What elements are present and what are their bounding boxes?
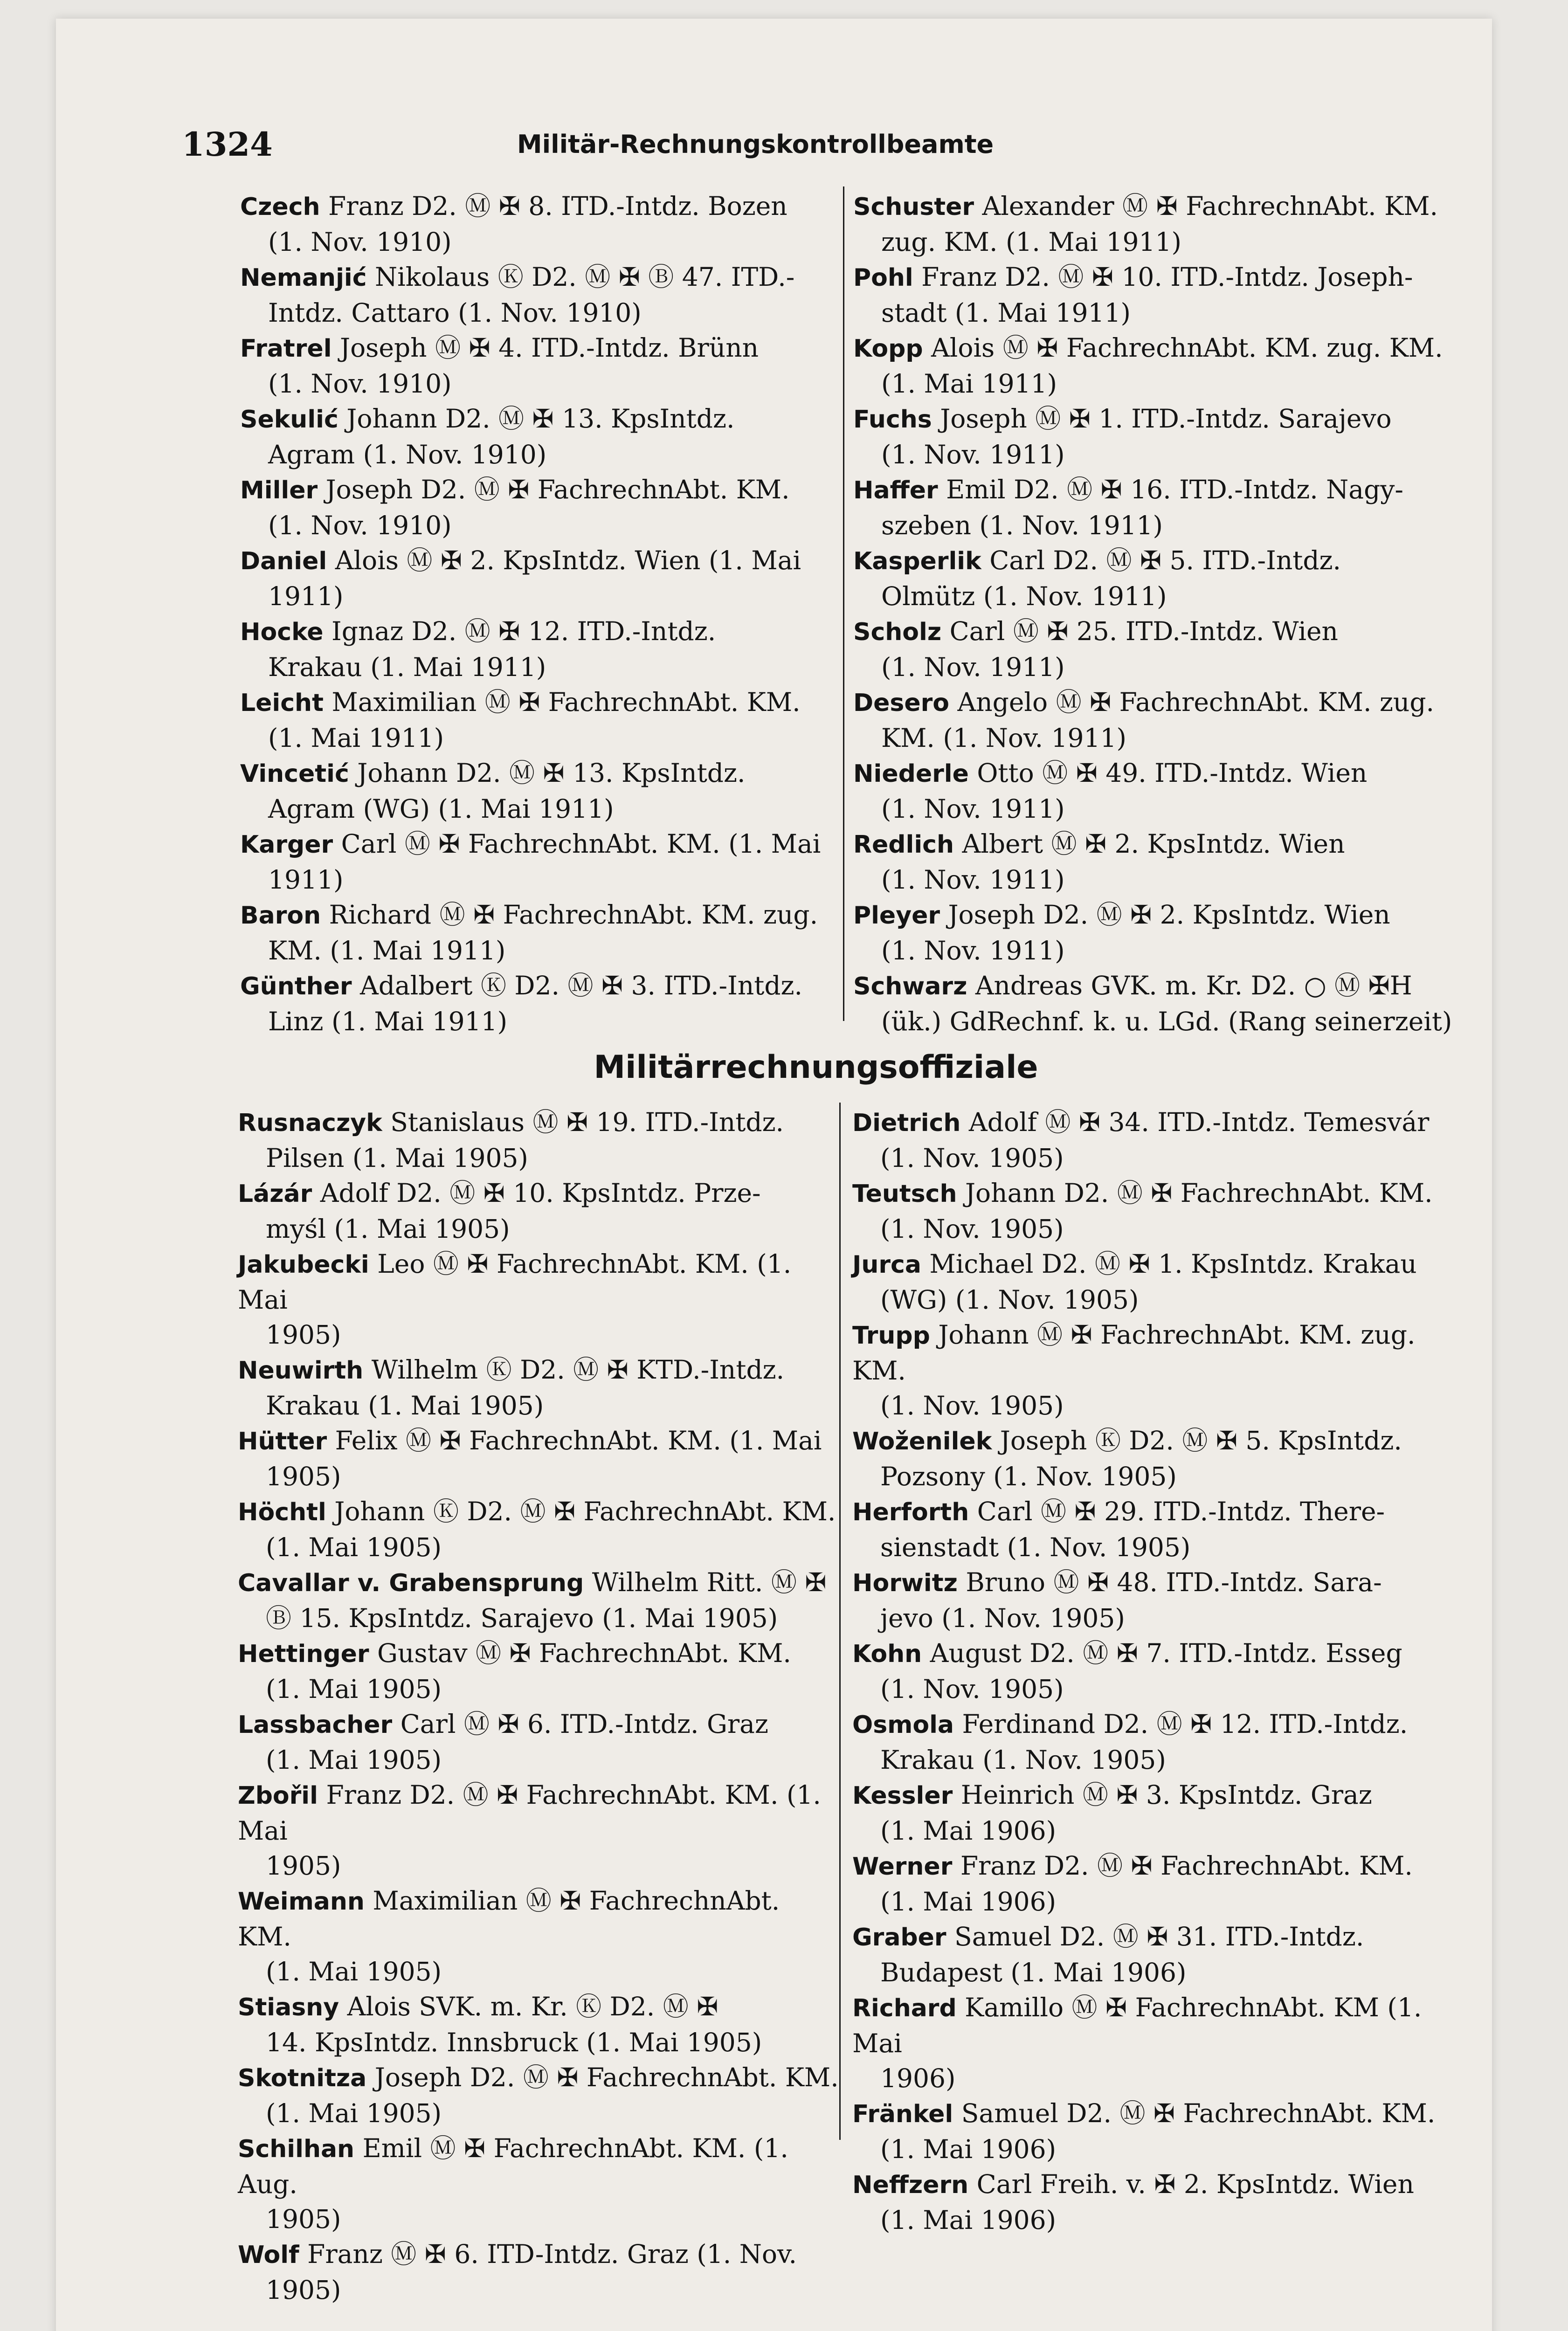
entry-surname: Miller [240, 476, 318, 504]
entry-surname: Zbořil [238, 1782, 318, 1810]
entry-continuation: (1. Nov. 1911) [881, 440, 1065, 469]
personnel-entry [240, 401, 842, 472]
entry-continuation: 1905) [266, 1462, 341, 1491]
entry-surname: Kessler [852, 1782, 953, 1810]
entry-surname: Dietrich [852, 1109, 961, 1137]
personnel-entry [853, 189, 1455, 260]
personnel-entry [853, 614, 1455, 685]
entry-details: Alois Ⓜ ✠ 2. KpsIntdz. Wien (1. Mai [335, 545, 801, 575]
entry-continuation: Krakau (1. Nov. 1905) [880, 1745, 1166, 1775]
entry-continuation: szeben (1. Nov. 1911) [881, 510, 1163, 540]
entry-surname: Cavallar v. Grabensprung [238, 1569, 584, 1597]
entry-surname: Jurca [852, 1251, 921, 1279]
entry-details: Richard Ⓜ ✠ FachrechnAbt. KM. zug. [329, 900, 818, 930]
entry-details: Leo Ⓜ ✠ FachrechnAbt. KM. (1. Mai [238, 1249, 792, 1315]
personnel-entry [240, 189, 842, 260]
entry-details: Adalbert Ⓚ D2. Ⓜ ✠ 3. ITD.-Intdz. [360, 971, 803, 1000]
entry-details: Kamillo Ⓜ ✠ FachrechnAbt. KM (1. Mai [852, 1993, 1422, 2058]
entry-details: Carl Freih. v. ✠ 2. KpsIntdz. Wien [976, 2169, 1414, 2199]
entry-details: Franz D2. Ⓜ ✠ 10. ITD.-Intdz. Joseph- [921, 262, 1413, 292]
personnel-entry [852, 2167, 1454, 2238]
personnel-entry [240, 543, 842, 614]
entry-continuation: (1. Nov. 1910) [268, 369, 452, 399]
running-title: Militär-Rechnungskontrollbeamte [517, 130, 994, 159]
entry-details: Johann Ⓜ ✠ FachrechnAbt. KM. zug. KM. [852, 1320, 1416, 1386]
personnel-entry [853, 756, 1455, 827]
personnel-entry [238, 2131, 839, 2237]
entry-details: Bruno Ⓜ ✠ 48. ITD.-Intdz. Sara- [966, 1567, 1382, 1597]
entry-continuation: (1. Mai 1911) [881, 369, 1057, 399]
personnel-entry [852, 1105, 1454, 1176]
entry-details: Otto Ⓜ ✠ 49. ITD.-Intdz. Wien [977, 758, 1368, 788]
entry-continuation: 1911) [268, 581, 344, 611]
personnel-entry [238, 1989, 839, 2060]
personnel-entry [853, 401, 1455, 472]
entry-details: Stanislaus Ⓜ ✠ 19. ITD.-Intdz. [390, 1107, 784, 1137]
entry-continuation: Pozsony (1. Nov. 1905) [880, 1462, 1177, 1491]
personnel-entry [853, 472, 1455, 543]
entry-details: Johann D2. Ⓜ ✠ 13. KpsIntdz. [357, 758, 746, 788]
personnel-entry [240, 260, 842, 331]
entry-continuation: Linz (1. Mai 1911) [268, 1007, 508, 1036]
personnel-entry [852, 1848, 1454, 1919]
personnel-entry [852, 1636, 1454, 1707]
entry-details: Carl Ⓜ ✠ 29. ITD.-Intdz. There- [977, 1497, 1385, 1526]
entry-details: Joseph D2. Ⓜ ✠ FachrechnAbt. KM. [374, 2062, 839, 2092]
entry-continuation: Krakau (1. Mai 1905) [266, 1391, 544, 1421]
entry-surname: Sekulić [240, 406, 338, 434]
entry-continuation: myśl (1. Mai 1905) [266, 1214, 510, 1244]
personnel-entry [238, 2237, 839, 2308]
bottom-right-column [852, 1105, 1454, 2238]
top-column-divider [843, 186, 844, 1021]
entry-details: Michael D2. Ⓜ ✠ 1. KpsIntdz. Krakau [929, 1249, 1417, 1279]
entry-surname: Woženilek [852, 1428, 992, 1455]
personnel-entry [853, 685, 1455, 756]
entry-details: Joseph D2. Ⓜ ✠ FachrechnAbt. KM. [325, 475, 790, 504]
personnel-entry [238, 1636, 839, 1707]
personnel-entry [852, 1990, 1454, 2096]
entry-details: Wilhelm Ⓚ D2. Ⓜ ✠ KTD.-Intdz. [371, 1355, 785, 1385]
entry-surname: Jakubecki [238, 1251, 369, 1279]
entry-details: Alexander Ⓜ ✠ FachrechnAbt. KM. [982, 191, 1438, 221]
entry-continuation: (1. Mai 1906) [880, 2134, 1057, 2164]
entry-details: Nikolaus Ⓚ D2. Ⓜ ✠ Ⓑ 47. ITD.- [375, 262, 795, 292]
section-title: Militärrechnungsoffiziale [594, 1049, 1038, 1086]
personnel-entry [853, 827, 1455, 897]
personnel-entry [853, 897, 1455, 968]
entry-surname: Skotnitza [238, 2064, 367, 2092]
entry-surname: Karger [240, 831, 333, 859]
entry-surname: Höchtl [238, 1498, 326, 1526]
entry-surname: Schuster [853, 193, 974, 221]
entry-continuation: 1905) [266, 1320, 341, 1350]
personnel-entry [852, 1176, 1454, 1247]
entry-continuation: Pilsen (1. Mai 1905) [266, 1143, 528, 1173]
entry-details: Adolf D2. Ⓜ ✠ 10. KpsIntdz. Prze- [320, 1178, 761, 1208]
entry-continuation: (1. Nov. 1905) [880, 1391, 1064, 1421]
entry-details: Maximilian Ⓜ ✠ FachrechnAbt. KM. [332, 687, 801, 717]
entry-details: Johann D2. Ⓜ ✠ 13. KpsIntdz. [346, 404, 735, 434]
entry-details: Adolf Ⓜ ✠ 34. ITD.-Intdz. Temesvár [968, 1107, 1430, 1137]
entry-continuation: Olmütz (1. Nov. 1911) [881, 581, 1167, 611]
entry-details: Carl Ⓜ ✠ 6. ITD.-Intdz. Graz [400, 1709, 768, 1739]
entry-continuation: zug. KM. (1. Mai 1911) [881, 227, 1181, 257]
entry-details: Joseph Ⓜ ✠ 4. ITD.-Intdz. Brünn [340, 333, 759, 363]
personnel-entry [852, 1247, 1454, 1317]
entry-surname: Weimann [238, 1888, 365, 1916]
entry-details: Samuel D2. Ⓜ ✠ 31. ITD.-Intdz. [954, 1922, 1364, 1952]
entry-continuation: (1. Mai 1905) [266, 1532, 442, 1562]
entry-details: Emil D2. Ⓜ ✠ 16. ITD.-Intdz. Nagy- [946, 475, 1403, 504]
personnel-entry [853, 543, 1455, 614]
entry-continuation: (1. Mai 1906) [880, 2205, 1057, 2235]
entry-details: Alois Ⓜ ✠ FachrechnAbt. KM. zug. KM. [931, 333, 1443, 363]
entry-details: Franz Ⓜ ✠ 6. ITD-Intdz. Graz (1. Nov. [307, 2239, 797, 2269]
entry-surname: Scholz [853, 618, 942, 646]
entry-surname: Osmola [852, 1711, 954, 1739]
entry-surname: Hütter [238, 1428, 327, 1455]
entry-continuation: 1905) [266, 1851, 341, 1881]
entry-details: Franz D2. Ⓜ ✠ 8. ITD.-Intdz. Bozen [328, 191, 787, 221]
personnel-entry [852, 1778, 1454, 1848]
personnel-entry [240, 897, 842, 968]
entry-continuation: stadt (1. Mai 1911) [881, 298, 1131, 328]
entry-continuation: 1905) [266, 2204, 341, 2234]
personnel-entry [238, 1352, 839, 1423]
entry-details: Gustav Ⓜ ✠ FachrechnAbt. KM. [377, 1638, 791, 1668]
page-number: 1324 [182, 125, 273, 164]
entry-surname: Kohn [852, 1640, 922, 1668]
personnel-entry [238, 1707, 839, 1778]
personnel-entry [853, 331, 1455, 401]
entry-surname: Lassbacher [238, 1711, 393, 1739]
entry-surname: Fränkel [852, 2100, 953, 2128]
personnel-entry [240, 472, 842, 543]
personnel-entry [240, 685, 842, 756]
entry-surname: Kopp [853, 335, 923, 363]
entry-continuation: (ük.) GdRechnf. k. u. LGd. (Rang seinerzeit) [881, 1007, 1452, 1036]
entry-details: Carl Ⓜ ✠ 25. ITD.-Intdz. Wien [949, 616, 1338, 646]
personnel-entry [852, 1707, 1454, 1778]
entry-continuation: KM. (1. Nov. 1911) [881, 723, 1126, 753]
entry-surname: Richard [852, 1994, 957, 2022]
entry-continuation: (1. Mai 1906) [880, 1887, 1057, 1917]
entry-surname: Neffzern [852, 2171, 969, 2199]
entry-surname: Hettinger [238, 1640, 369, 1668]
entry-surname: Horwitz [852, 1569, 958, 1597]
entry-surname: Teutsch [852, 1180, 957, 1208]
entry-details: Johann Ⓚ D2. Ⓜ ✠ FachrechnAbt. KM. [334, 1497, 836, 1526]
entry-details: Joseph Ⓜ ✠ 1. ITD.-Intdz. Sarajevo [940, 404, 1392, 434]
personnel-entry [852, 1919, 1454, 1990]
entry-surname: Schwarz [853, 972, 967, 1000]
entry-surname: Rusnaczyk [238, 1109, 382, 1137]
entry-surname: Nemanjić [240, 264, 367, 292]
entry-continuation: (1. Mai 1906) [880, 1816, 1057, 1846]
entry-surname: Vincetić [240, 760, 349, 788]
entry-continuation: Krakau (1. Mai 1911) [268, 652, 546, 682]
entry-surname: Pleyer [853, 902, 940, 930]
entry-surname: Redlich [853, 831, 954, 859]
personnel-entry [238, 1565, 839, 1636]
entry-surname: Herforth [852, 1498, 969, 1526]
bottom-column-divider [839, 1103, 841, 2140]
entry-surname: Werner [852, 1853, 953, 1881]
entry-details: Angelo Ⓜ ✠ FachrechnAbt. KM. zug. [957, 687, 1435, 717]
entry-continuation: (1. Mai 1905) [266, 1674, 442, 1704]
entry-details: Joseph Ⓚ D2. Ⓜ ✠ 5. KpsIntdz. [1000, 1426, 1402, 1455]
entry-details: Alois SVK. m. Kr. Ⓚ D2. Ⓜ ✠ [347, 1992, 718, 2021]
entry-details: Samuel D2. Ⓜ ✠ FachrechnAbt. KM. [961, 2098, 1436, 2128]
entry-continuation: (1. Mai 1905) [266, 2098, 442, 2128]
entry-surname: Neuwirth [238, 1357, 364, 1385]
entry-surname: Niederle [853, 760, 969, 788]
entry-continuation: (1. Mai 1905) [266, 1957, 442, 1986]
entry-continuation: (1. Nov. 1905) [880, 1143, 1064, 1173]
entry-continuation: sienstadt (1. Nov. 1905) [880, 1532, 1191, 1562]
entry-continuation: (1. Nov. 1911) [881, 794, 1065, 824]
entry-continuation: (1. Mai 1911) [268, 723, 444, 753]
entry-surname: Desero [853, 689, 950, 717]
entry-details: Heinrich Ⓜ ✠ 3. KpsIntdz. Graz [960, 1780, 1372, 1810]
entry-surname: Lázár [238, 1180, 312, 1208]
entry-continuation: Agram (1. Nov. 1910) [268, 440, 547, 469]
personnel-entry [238, 1494, 839, 1565]
entry-surname: Daniel [240, 547, 327, 575]
entry-continuation: KM. (1. Mai 1911) [268, 936, 506, 966]
entry-details: Albert Ⓜ ✠ 2. KpsIntdz. Wien [962, 829, 1345, 859]
entry-continuation: jevo (1. Nov. 1905) [880, 1603, 1125, 1633]
entry-continuation: (1. Nov. 1911) [881, 652, 1065, 682]
personnel-entry [238, 1423, 839, 1494]
personnel-entry [240, 614, 842, 685]
personnel-entry [852, 1423, 1454, 1494]
entry-surname: Fuchs [853, 406, 932, 434]
entry-details: Johann D2. Ⓜ ✠ FachrechnAbt. KM. [965, 1178, 1433, 1208]
entry-details: Joseph D2. Ⓜ ✠ 2. KpsIntdz. Wien [948, 900, 1390, 930]
entry-details: Ferdinand D2. Ⓜ ✠ 12. ITD.-Intdz. [962, 1709, 1408, 1739]
entry-surname: Wolf [238, 2241, 299, 2269]
entry-surname: Graber [852, 1924, 946, 1952]
entry-continuation: Agram (WG) (1. Mai 1911) [268, 794, 614, 824]
entry-surname: Schilhan [238, 2135, 355, 2163]
entry-surname: Hocke [240, 618, 324, 646]
personnel-entry [852, 1317, 1454, 1423]
entry-continuation: (1. Mai 1905) [266, 1745, 442, 1775]
entry-continuation: (1. Nov. 1905) [880, 1214, 1064, 1244]
personnel-entry [238, 1176, 839, 1247]
entry-continuation: 1906) [880, 2063, 956, 2093]
entry-surname: Haffer [853, 476, 938, 504]
personnel-entry [853, 260, 1455, 331]
entry-details: Wilhelm Ritt. Ⓜ ✠ [592, 1567, 827, 1597]
entry-continuation: Ⓑ 15. KpsIntdz. Sarajevo (1. Mai 1905) [266, 1603, 778, 1633]
personnel-entry [852, 1494, 1454, 1565]
personnel-entry [238, 1105, 839, 1176]
entry-continuation: (1. Nov. 1905) [880, 1674, 1064, 1704]
bottom-left-column [238, 1105, 839, 2308]
entry-continuation: 1905) [266, 2275, 341, 2305]
entry-details: Emil Ⓜ ✠ FachrechnAbt. KM. (1. Aug. [238, 2133, 788, 2199]
entry-details: Felix Ⓜ ✠ FachrechnAbt. KM. (1. Mai [335, 1426, 822, 1455]
page-header [182, 117, 1450, 172]
entry-details: Carl D2. Ⓜ ✠ 5. ITD.-Intdz. [989, 545, 1341, 575]
entry-surname: Stiasny [238, 1993, 339, 2021]
entry-details: Carl Ⓜ ✠ FachrechnAbt. KM. (1. Mai [341, 829, 821, 859]
entry-surname: Czech [240, 193, 320, 221]
entry-continuation: (WG) (1. Nov. 1905) [880, 1285, 1139, 1315]
entry-surname: Leicht [240, 689, 324, 717]
top-right-column [853, 189, 1455, 1039]
personnel-entry [238, 1778, 839, 1883]
entry-details: Ignaz D2. Ⓜ ✠ 12. ITD.-Intdz. [332, 616, 716, 646]
personnel-entry [853, 968, 1455, 1039]
entry-details: Franz D2. Ⓜ ✠ FachrechnAbt. KM. (1. Mai [238, 1780, 821, 1846]
entry-surname: Günther [240, 972, 352, 1000]
top-left-column [240, 189, 842, 1039]
personnel-entry [238, 2060, 839, 2131]
personnel-entry [238, 1247, 839, 1352]
personnel-entry [240, 968, 842, 1039]
entry-continuation: (1. Nov. 1911) [881, 936, 1065, 966]
entry-surname: Baron [240, 902, 321, 930]
entry-continuation: Budapest (1. Mai 1906) [880, 1958, 1187, 1987]
entry-details: August D2. Ⓜ ✠ 7. ITD.-Intdz. Esseg [930, 1638, 1402, 1668]
entry-surname: Trupp [852, 1322, 930, 1350]
entry-details: Franz D2. Ⓜ ✠ FachrechnAbt. KM. [960, 1851, 1413, 1881]
entry-continuation: (1. Nov. 1910) [268, 510, 452, 540]
entry-continuation: 14. KpsIntdz. Innsbruck (1. Mai 1905) [266, 2028, 762, 2057]
entry-continuation: (1. Nov. 1910) [268, 227, 452, 257]
entry-surname: Pohl [853, 264, 913, 292]
entry-surname: Kasperlik [853, 547, 981, 575]
entry-details: Maximilian Ⓜ ✠ FachrechnAbt. KM. [238, 1886, 780, 1952]
personnel-entry [238, 1883, 839, 1989]
entry-continuation: 1911) [268, 865, 344, 895]
personnel-entry [852, 1565, 1454, 1636]
entry-surname: Fratrel [240, 335, 332, 363]
personnel-entry [240, 331, 842, 401]
entry-continuation: (1. Nov. 1911) [881, 865, 1065, 895]
personnel-entry [240, 827, 842, 897]
entry-continuation: Intdz. Cattaro (1. Nov. 1910) [268, 298, 642, 328]
personnel-entry [852, 2096, 1454, 2167]
personnel-entry [240, 756, 842, 827]
entry-details: Andreas GVK. m. Kr. D2. ○ Ⓜ ✠H [975, 971, 1412, 1000]
